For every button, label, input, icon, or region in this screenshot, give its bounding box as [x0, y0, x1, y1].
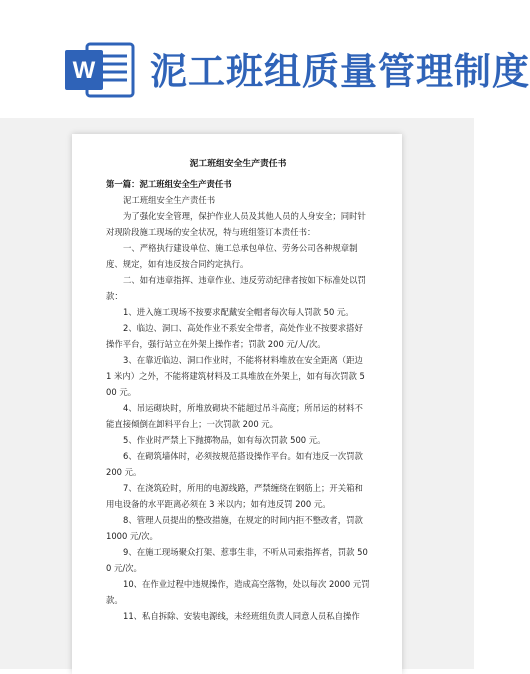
section-heading: 第一篇：泥工班组安全生产责任书 — [106, 179, 232, 189]
paragraph: 6、在砌筑墙体时，必须按规范搭设操作平台。如有违反一次罚款 200 元。 — [106, 451, 363, 477]
paragraph: 10、在作业过程中违规操作，造成高空落物，处以每次 2000 元罚款。 — [106, 579, 370, 605]
banner-title: 泥工班组质量管理制度 — [150, 49, 530, 93]
document-title: 泥工班组安全生产责任书 — [189, 159, 287, 169]
paragraph: 二、如有违章指挥、违章作业、违反劳动纪律者按如下标准处以罚款： — [106, 275, 366, 301]
word-icon — [63, 40, 137, 100]
paragraph: 3、在靠近临边、洞口作业时，不能将材料堆放在安全距离（距边 1 米内）之外，不能将建筑材料及工具堆放在外架上，如有每次罚款 500 元。 — [106, 355, 365, 397]
paragraph: 2、临边、洞口、高处作业不系安全带者，高处作业不按要求搭好操作平台，强行站立在外架上操作者；罚款 200 元/人/次。 — [106, 323, 363, 349]
paragraph: 9、在施工现场聚众打架、惹事生非，不听从司索指挥者，罚款 500 元/次。 — [106, 547, 368, 573]
paragraph: 1、进入施工现场不按要求配戴安全帽者每次每人罚款 50 元。 — [123, 307, 354, 317]
paragraph: 7、在浇筑砼时，所用的电源线路，严禁缠绕在钢筋上；开关箱和用电设备的水平距离必须在 3 米以内；如有违反罚 200 元。 — [106, 483, 363, 509]
banner — [0, 0, 530, 118]
paragraph: 4、吊运砌块时，所堆放砌块不能超过吊斗高度；所吊运的材料不能直接倾倒在卸料平台上；一次罚款 200 元。 — [106, 403, 363, 429]
paragraph: 5、作业时严禁上下抛掷物品，如有每次罚款 500 元。 — [123, 435, 326, 445]
paragraph: 8、管理人员提出的整改措施，在规定的时间内拒不整改者，罚款 1000 元/次。 — [106, 515, 363, 541]
word-icon-letter: W — [72, 57, 96, 84]
document-page — [72, 134, 402, 674]
document-body — [106, 156, 370, 624]
paragraph: 一、严格执行建设单位、施工总承包单位、劳务公司各种规章制度、规定，如有违反按合同约定执行。 — [106, 243, 358, 269]
paragraph: 11、私自拆除、安装电源线，未经班组负责人同意人员私自操作 — [123, 611, 360, 621]
paragraph: 为了强化安全管理，保护作业人员及其他人员的人身安全；同时针对现阶段施工现场的安全状况，特与班组签订本责任书： — [106, 211, 366, 237]
document-preview-area — [0, 118, 474, 669]
document-subtitle: 泥工班组安全生产责任书 — [123, 195, 216, 205]
